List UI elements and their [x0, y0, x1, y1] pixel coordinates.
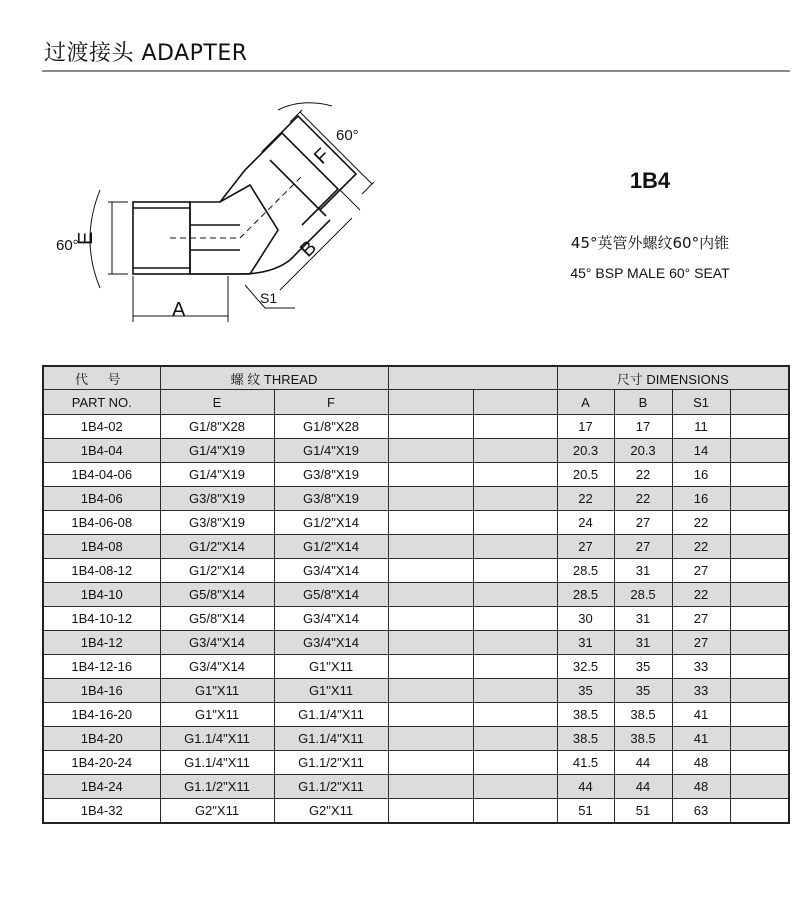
header-b: B — [614, 390, 672, 415]
blank-cell — [388, 583, 473, 607]
header-thread: 螺 纹 THREAD — [160, 366, 388, 390]
blank-cell — [730, 511, 789, 535]
blank-cell — [730, 583, 789, 607]
dim-a-cell: 41.5 — [557, 751, 614, 775]
angle-left-label: 60° — [56, 237, 79, 254]
header-empty-3 — [730, 390, 789, 415]
blank-cell — [388, 415, 473, 439]
dim-a-cell: 22 — [557, 487, 614, 511]
dim-b-cell: 35 — [614, 655, 672, 679]
table-row — [43, 583, 789, 607]
dim-a-cell: 38.5 — [557, 727, 614, 751]
thread-e-cell: G3/4"X14 — [160, 631, 274, 655]
thread-f-cell: G3/4"X14 — [274, 631, 388, 655]
dim-a-cell: 27 — [557, 535, 614, 559]
dim-s1-cell: 63 — [672, 799, 730, 824]
fitting-technical-drawing — [40, 90, 420, 350]
table-row — [43, 463, 789, 487]
blank-cell — [473, 655, 557, 679]
dim-a-cell: 30 — [557, 607, 614, 631]
dim-s1-cell: 22 — [672, 535, 730, 559]
part-no-cell: 1B4-16-20 — [43, 703, 160, 727]
thread-e-cell: G5/8"X14 — [160, 583, 274, 607]
thread-f-cell: G1.1/4"X11 — [274, 703, 388, 727]
blank-cell — [730, 487, 789, 511]
thread-e-cell: G1/4"X19 — [160, 463, 274, 487]
blank-cell — [473, 631, 557, 655]
blank-cell — [388, 655, 473, 679]
part-no-cell: 1B4-10-12 — [43, 607, 160, 631]
thread-e-cell: G1"X11 — [160, 679, 274, 703]
blank-cell — [388, 799, 473, 824]
thread-e-cell: G1"X11 — [160, 703, 274, 727]
dim-s1-cell: 33 — [672, 655, 730, 679]
blank-cell — [730, 655, 789, 679]
angle-top-label: 60° — [336, 127, 359, 144]
dim-a-cell: 28.5 — [557, 559, 614, 583]
blank-cell — [388, 439, 473, 463]
dim-s1-cell: 16 — [672, 463, 730, 487]
table-row — [43, 727, 789, 751]
description-en: 45° BSP MALE 60° SEAT — [570, 265, 730, 281]
table-row — [43, 679, 789, 703]
header-code-cn: 代 号 — [43, 366, 160, 390]
thread-f-cell: G3/4"X14 — [274, 559, 388, 583]
dim-b-cell: 20.3 — [614, 439, 672, 463]
model-code: 1B4 — [629, 168, 671, 193]
header-s1: S1 — [672, 390, 730, 415]
part-no-cell: 1B4-04 — [43, 439, 160, 463]
dim-b-cell: 31 — [614, 607, 672, 631]
dim-s1-cell: 22 — [672, 511, 730, 535]
dimension-f-label: F — [309, 144, 335, 169]
blank-cell — [473, 463, 557, 487]
blank-cell — [473, 415, 557, 439]
blank-cell — [730, 751, 789, 775]
table-row — [43, 487, 789, 511]
header-a: A — [557, 390, 614, 415]
table-header-row-2 — [43, 390, 789, 415]
blank-cell — [730, 775, 789, 799]
part-no-cell: 1B4-16 — [43, 679, 160, 703]
dim-b-cell: 31 — [614, 631, 672, 655]
hex-body — [190, 185, 278, 274]
blank-cell — [473, 511, 557, 535]
dim-b-cell: 44 — [614, 775, 672, 799]
dim-s1-cell: 48 — [672, 775, 730, 799]
page-title: 过渡接头 ADAPTER — [44, 41, 248, 66]
part-no-cell: 1B4-04-06 — [43, 463, 160, 487]
table-row — [43, 607, 789, 631]
table-row — [43, 559, 789, 583]
blank-cell — [388, 727, 473, 751]
header-empty-1 — [388, 390, 473, 415]
header-dimensions: 尺寸 DIMENSIONS — [557, 366, 789, 390]
part-no-cell: 1B4-24 — [43, 775, 160, 799]
dim-s1-cell: 41 — [672, 703, 730, 727]
thread-f-cell: G1/4"X19 — [274, 439, 388, 463]
table-row — [43, 703, 789, 727]
thread-f-cell: G1/2"X14 — [274, 511, 388, 535]
thread-f-cell: G1/2"X14 — [274, 535, 388, 559]
blank-cell — [388, 511, 473, 535]
part-no-cell: 1B4-20-24 — [43, 751, 160, 775]
blank-cell — [730, 631, 789, 655]
blank-cell — [730, 727, 789, 751]
dim-s1-cell: 33 — [672, 679, 730, 703]
part-no-cell: 1B4-08 — [43, 535, 160, 559]
part-no-cell: 1B4-06 — [43, 487, 160, 511]
blank-cell — [388, 703, 473, 727]
dim-b-cell: 35 — [614, 679, 672, 703]
header-blank — [388, 366, 557, 390]
dim-b-cell: 22 — [614, 487, 672, 511]
header-empty-2 — [473, 390, 557, 415]
table-row — [43, 631, 789, 655]
thread-e-cell: G1/8"X28 — [160, 415, 274, 439]
thread-f-cell: G3/8"X19 — [274, 463, 388, 487]
dim-b-cell: 51 — [614, 799, 672, 824]
dim-b-cell: 38.5 — [614, 703, 672, 727]
blank-cell — [473, 703, 557, 727]
header-part-no: PART NO. — [43, 390, 160, 415]
dim-b-cell: 28.5 — [614, 583, 672, 607]
thread-f-cell: G5/8"X14 — [274, 583, 388, 607]
dim-a-cell: 28.5 — [557, 583, 614, 607]
thread-e-cell: G3/8"X19 — [160, 511, 274, 535]
dim-s1-cell: 48 — [672, 751, 730, 775]
dim-a-cell: 20.5 — [557, 463, 614, 487]
dim-s1-cell: 22 — [672, 583, 730, 607]
dim-s1-cell: 41 — [672, 727, 730, 751]
dimension-s1-label: S1 — [260, 290, 278, 306]
dim-a-cell: 20.3 — [557, 439, 614, 463]
blank-cell — [388, 559, 473, 583]
blank-cell — [473, 439, 557, 463]
spec-table — [42, 365, 790, 824]
dimension-b-label: B — [295, 236, 321, 262]
part-no-cell: 1B4-32 — [43, 799, 160, 824]
thread-e-cell: G1.1/4"X11 — [160, 751, 274, 775]
thread-f-cell: G3/4"X14 — [274, 607, 388, 631]
blank-cell — [388, 607, 473, 631]
dimension-e-label: E — [75, 231, 97, 245]
thread-f-cell: G3/8"X19 — [274, 487, 388, 511]
dim-b-cell: 22 — [614, 463, 672, 487]
table-row — [43, 775, 789, 799]
blank-cell — [473, 607, 557, 631]
blank-cell — [473, 679, 557, 703]
dim-s1-cell: 14 — [672, 439, 730, 463]
blank-cell — [388, 631, 473, 655]
angled-leg — [245, 133, 338, 225]
dimension-a-label: A — [172, 299, 186, 321]
dim-b-cell: 27 — [614, 511, 672, 535]
dim-s1-cell: 27 — [672, 559, 730, 583]
thread-e-cell: G1/2"X14 — [160, 535, 274, 559]
part-no-cell: 1B4-10 — [43, 583, 160, 607]
blank-cell — [388, 535, 473, 559]
blank-cell — [730, 559, 789, 583]
thread-e-cell: G5/8"X14 — [160, 607, 274, 631]
part-no-cell: 1B4-12-16 — [43, 655, 160, 679]
dim-a-cell: 51 — [557, 799, 614, 824]
dim-a-cell: 38.5 — [557, 703, 614, 727]
header-e: E — [160, 390, 274, 415]
header-f: F — [274, 390, 388, 415]
thread-f-cell: G1/8"X28 — [274, 415, 388, 439]
dim-b-cell: 38.5 — [614, 727, 672, 751]
blank-cell — [730, 415, 789, 439]
part-no-cell: 1B4-02 — [43, 415, 160, 439]
part-no-cell: 1B4-20 — [43, 727, 160, 751]
table-row — [43, 655, 789, 679]
blank-cell — [730, 535, 789, 559]
table-row — [43, 799, 789, 824]
thread-e-cell: G1/2"X14 — [160, 559, 274, 583]
dim-s1-cell: 16 — [672, 487, 730, 511]
thread-e-cell: G2"X11 — [160, 799, 274, 824]
blank-cell — [473, 751, 557, 775]
thread-f-cell: G2"X11 — [274, 799, 388, 824]
blank-cell — [473, 535, 557, 559]
header-divider — [42, 70, 790, 72]
thread-f-cell: G1.1/4"X11 — [274, 727, 388, 751]
thread-e-cell: G3/8"X19 — [160, 487, 274, 511]
thread-f-cell: G1"X11 — [274, 655, 388, 679]
dim-a-cell: 31 — [557, 631, 614, 655]
table-header-row-1 — [43, 366, 789, 390]
part-no-cell: 1B4-06-08 — [43, 511, 160, 535]
dim-s1-cell: 11 — [672, 415, 730, 439]
blank-cell — [473, 559, 557, 583]
dim-b-cell: 31 — [614, 559, 672, 583]
thread-f-cell: G1.1/2"X11 — [274, 751, 388, 775]
thread-e-cell: G1/4"X19 — [160, 439, 274, 463]
blank-cell — [388, 775, 473, 799]
blank-cell — [730, 463, 789, 487]
blank-cell — [388, 751, 473, 775]
table-row — [43, 535, 789, 559]
blank-cell — [473, 775, 557, 799]
blank-cell — [730, 439, 789, 463]
dim-b-cell: 44 — [614, 751, 672, 775]
dim-b-cell: 17 — [614, 415, 672, 439]
spec-table-body — [43, 415, 789, 824]
dim-a-cell: 17 — [557, 415, 614, 439]
blank-cell — [730, 679, 789, 703]
dim-a-cell: 32.5 — [557, 655, 614, 679]
part-no-cell: 1B4-12 — [43, 631, 160, 655]
thread-e-cell: G3/4"X14 — [160, 655, 274, 679]
blank-cell — [388, 679, 473, 703]
thread-f-cell: G1.1/2"X11 — [274, 775, 388, 799]
thread-f-cell: G1"X11 — [274, 679, 388, 703]
table-row — [43, 439, 789, 463]
dim-a-cell: 35 — [557, 679, 614, 703]
blank-cell — [473, 583, 557, 607]
part-no-cell: 1B4-08-12 — [43, 559, 160, 583]
blank-cell — [388, 463, 473, 487]
table-row — [43, 511, 789, 535]
blank-cell — [388, 487, 473, 511]
dim-s1-cell: 27 — [672, 607, 730, 631]
blank-cell — [730, 607, 789, 631]
blank-cell — [473, 487, 557, 511]
blank-cell — [730, 799, 789, 824]
thread-e-cell: G1.1/2"X11 — [160, 775, 274, 799]
dim-b-cell: 27 — [614, 535, 672, 559]
dim-s1-cell: 27 — [672, 631, 730, 655]
table-row — [43, 751, 789, 775]
thread-e-cell: G1.1/4"X11 — [160, 727, 274, 751]
blank-cell — [473, 799, 557, 824]
table-row — [43, 415, 789, 439]
description-cn: 45°英管外螺纹60°内锥 — [570, 234, 730, 252]
dim-a-cell: 24 — [557, 511, 614, 535]
dim-a-cell: 44 — [557, 775, 614, 799]
blank-cell — [730, 703, 789, 727]
blank-cell — [473, 727, 557, 751]
